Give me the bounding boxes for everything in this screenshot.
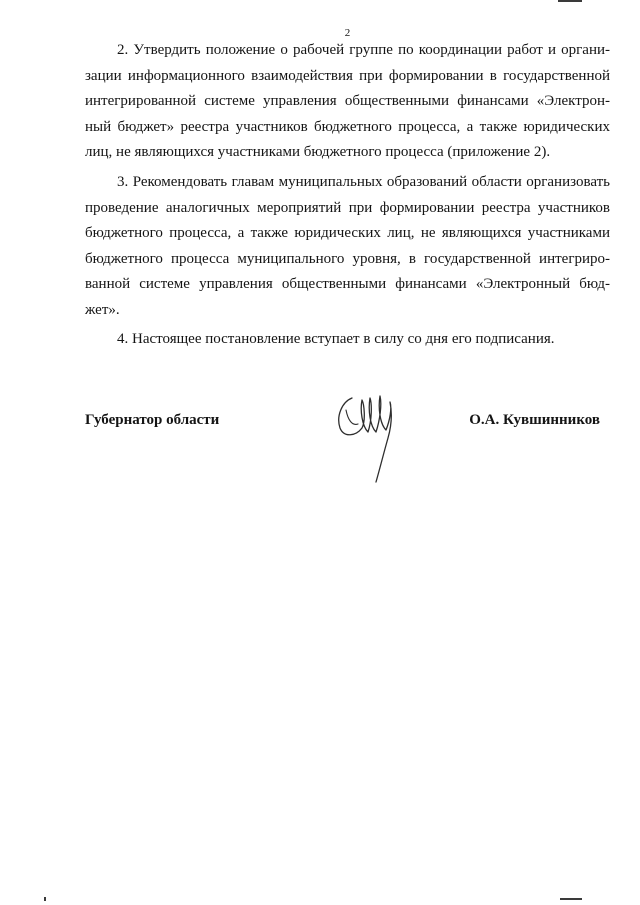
paragraph-line: бюджетного процесса муниципального уровня, в государственной интегриро- xyxy=(85,250,610,267)
paragraph-2 xyxy=(85,38,610,166)
paragraph-line: 3. Рекомендовать главам муниципальных образований области организовать xyxy=(117,174,610,190)
paragraph-line: зации информационного взаимодействия при формировании в государственной xyxy=(85,67,610,84)
signatory-position: Губернатор области xyxy=(85,412,220,428)
paragraph-3 xyxy=(85,170,610,324)
paragraph-line: 4. Настоящее постановление вступает в силу со дня его подписания. xyxy=(117,331,555,347)
paragraph-line: интегрированной системе управления общественными финансами «Электрон- xyxy=(85,93,610,110)
paragraph-line: 2. Утвердить положение о рабочей группе по координации работ и органи- xyxy=(117,42,610,58)
paragraph-line: жет». xyxy=(85,301,120,318)
signatory-name: О.А. Кувшинников xyxy=(469,412,600,428)
paragraph-line: лиц, не являющихся участниками бюджетного процесса (приложение 2). xyxy=(85,144,551,161)
paragraph-line: ный бюджет» реестра участников бюджетного процесса, а также юридических xyxy=(85,118,610,135)
scan-mark-top-right xyxy=(558,0,582,2)
scan-mark-bottom-left xyxy=(44,897,46,901)
paragraph-line: ванной системе управления общественными финансами «Электронный бюд- xyxy=(85,276,610,293)
scan-mark-bottom-right xyxy=(560,898,582,900)
paragraph-line: бюджетного процесса, а также юридических лиц, не являющихся участниками xyxy=(85,225,610,242)
handwritten-signature xyxy=(332,390,412,486)
paragraph-4 xyxy=(85,327,610,353)
page-number: 2 xyxy=(344,27,351,39)
paragraph-line: проведение аналогичных мероприятий при формировании реестра участников xyxy=(85,199,610,216)
